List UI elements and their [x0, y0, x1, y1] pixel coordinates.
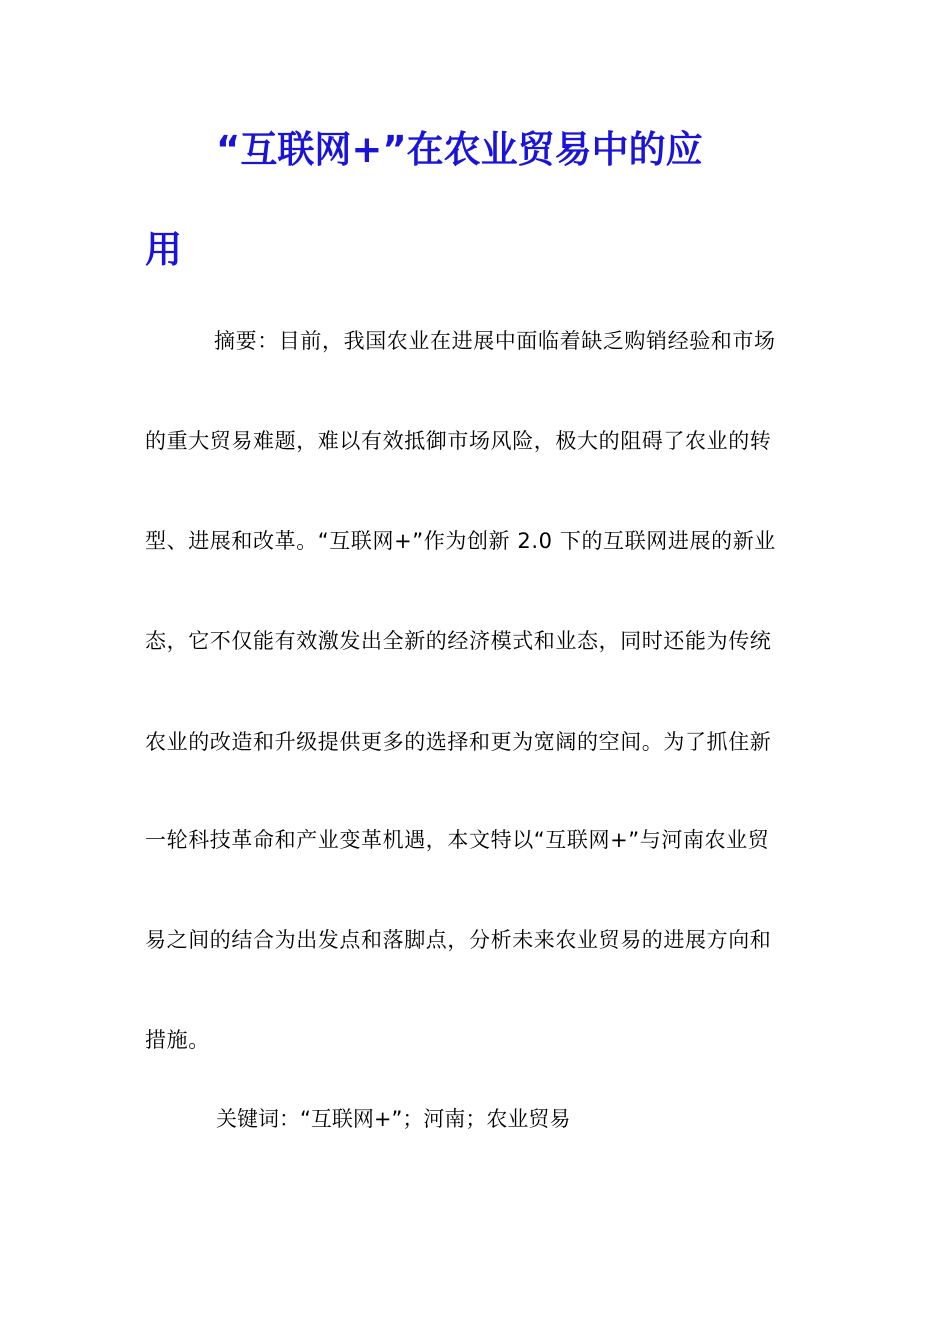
abstract-line-1: 摘要：目前，我国农业在进展中面临着缺乏购销经验和市场 [214, 329, 776, 353]
abstract-line-8: 措施。 [145, 1028, 210, 1052]
abstract-line-5: 农业的改造和升级提供更多的选择和更为宽阔的空间。为了抓住新 [145, 730, 772, 754]
abstract-line-3: 型、进展和改革。“互联网+”作为创新 2.0 下的互联网进展的新业 [145, 529, 776, 553]
document-title-line-2: 用 [145, 228, 182, 271]
keywords-line: 关键词：“互联网+”；河南；农业贸易 [216, 1107, 571, 1131]
abstract-line-7: 易之间的结合为出发点和落脚点，分析未来农业贸易的进展方向和 [145, 928, 772, 952]
document-title-line-1: “互联网+”在农业贸易中的应 [216, 128, 703, 171]
abstract-line-2: 的重大贸易难题，难以有效抵御市场风险，极大的阻碍了农业的转 [145, 429, 772, 453]
abstract-line-4: 态，它不仅能有效激发出全新的经济模式和业态，同时还能为传统 [145, 629, 772, 653]
abstract-line-6: 一轮科技革命和产业变革机遇，本文特以“互联网+”与河南农业贸 [145, 828, 770, 852]
